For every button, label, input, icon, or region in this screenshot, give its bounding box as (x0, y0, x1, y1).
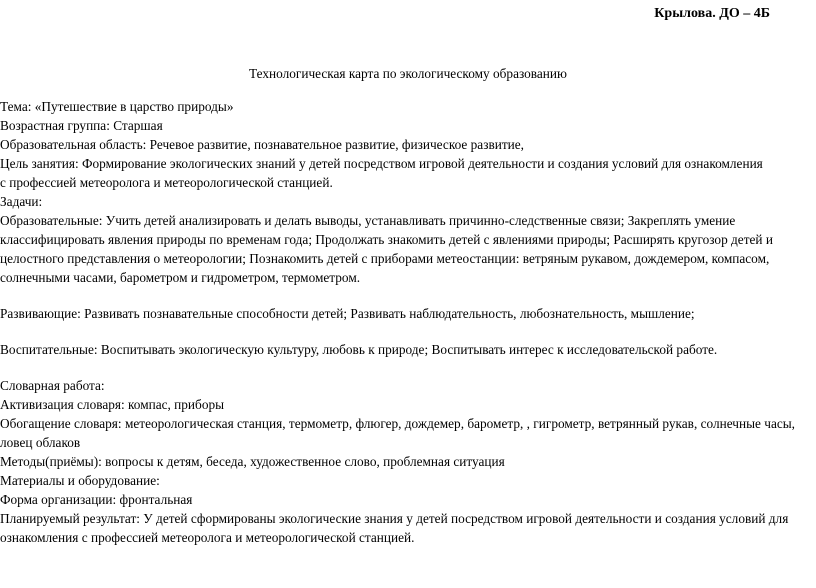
goal-line-2: с профессией метеоролога и метеорологической станцией. (0, 175, 333, 190)
tasks-label: Задачи: (0, 194, 43, 209)
vocab-activation-line: Активизация словаря: компас, приборы (0, 397, 225, 412)
result-line-2: ознакомления с профессией метеоролога и метеорологической станцией. (0, 530, 415, 545)
materials-line: Материалы и оборудование: (0, 473, 160, 488)
result-line-1: Планируемый результат: У детей сформированы экологические знания у детей посредством игровой деятельности и создания условий для (0, 511, 789, 526)
document-title: Технологическая карта по экологическому образованию (249, 66, 567, 81)
edu-area-line: Образовательная область: Речевое развитие, познавательное развитие, физическое развитие, (0, 137, 524, 152)
vocab-label: Словарная работа: (0, 378, 105, 393)
educational-line-3: целостного представления о метеорологии; Познакомить детей с приборами метеостанции: ветряным рукавом, дождемером, компасом, (0, 251, 770, 266)
form-line: Форма организации: фронтальная (0, 492, 193, 507)
document-body (0, 97, 812, 547)
topic-line: Тема: «Путешествие в царство природы» (0, 99, 234, 114)
vocab-enrich-line-2: ловец облаков (0, 435, 81, 450)
educational-line-2: классифицировать явления природы по временам года; Продолжать знакомить детей с явлениями природы; Расширять кругозор детей и (0, 232, 773, 247)
upbringing-line: Воспитательные: Воспитывать экологическую культуру, любовь к природе; Воспитывать интерес к исследовательской работе. (0, 342, 718, 357)
vocab-enrich-line-1: Обогащение словаря: метеорологическая станция, термометр, флюгер, дождемер, барометр, , гигрометр, ветрянный рукав, солнечные часы, (0, 416, 796, 431)
methods-line: Методы(приёмы): вопросы к детям, беседа, художественное слово, проблемная ситуация (0, 454, 505, 469)
author-label: Крылова. ДО – 4Б (654, 6, 770, 21)
educational-line-1: Образовательные: Учить детей анализировать и делать выводы, устанавливать причинно-следственные связи; Закреплять умение (0, 213, 736, 228)
developing-line: Развивающие: Развивать познавательные способности детей; Развивать наблюдательность, любознательность, мышление; (0, 306, 695, 321)
age-group-line: Возрастная группа: Старшая (0, 118, 163, 133)
educational-line-4: солнечными часами, барометром и гидрометром, термометром. (0, 270, 361, 285)
goal-line-1: Цель занятия: Формирование экологических знаний у детей посредством игровой деятельности и создания условий для ознакомления (0, 156, 763, 171)
